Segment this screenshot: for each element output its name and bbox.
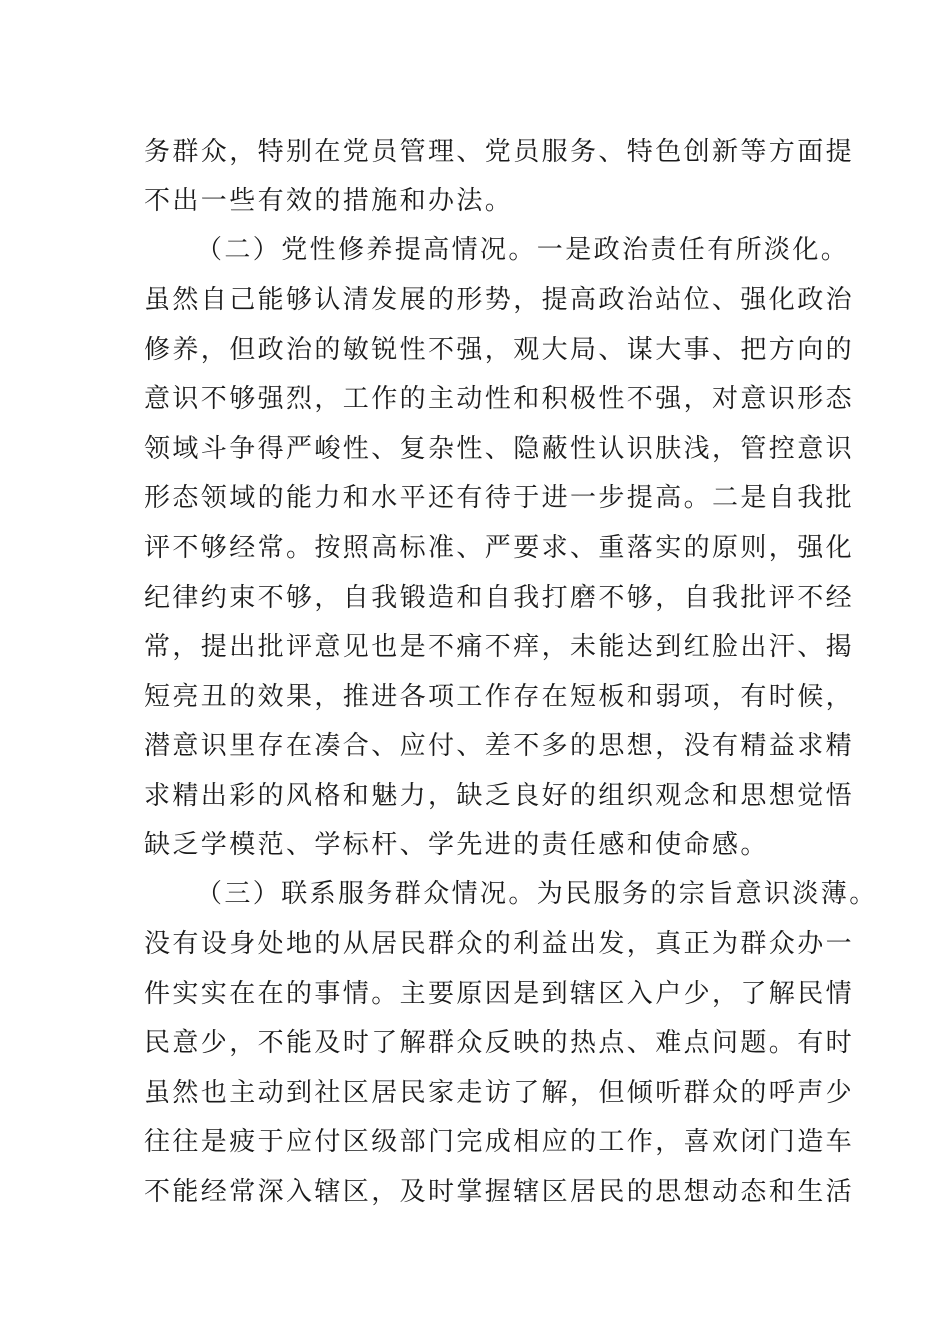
text-line: 缺乏学模范、学标杆、学先进的责任感和使命感。 [144,830,769,860]
section-heading-line: （二）党性修养提高情况。一是政治责任有所淡化。 [196,235,850,265]
text-line: 常，提出批评意见也是不痛不痒，未能达到红脸出汗、揭 [144,632,855,662]
text-line: 务群众，特别在党员管理、党员服务、特色创新等方面提 [144,137,855,167]
text-line: 修养，但政治的敏锐性不强，观大局、谋大事、把方向的 [144,335,855,365]
text-line: 没有设身处地的从居民群众的利益出发，真正为群众办一 [144,929,855,959]
text-line: 评不够经常。按照高标准、严要求、重落实的原则，强化 [144,533,855,563]
text-line: 不能经常深入辖区，及时掌握辖区居民的思想动态和生活 [144,1177,855,1207]
text-line: 往往是疲于应付区级部门完成相应的工作，喜欢闭门造车 [144,1127,855,1157]
text-line: 不出一些有效的措施和办法。 [144,186,514,216]
text-line: 意识不够强烈，工作的主动性和积极性不强，对意识形态 [144,384,855,414]
text-line: 民意少，不能及时了解群众反映的热点、难点问题。有时 [144,1028,855,1058]
text-line: 纪律约束不够，自我锻造和自我打磨不够，自我批评不经 [144,583,855,613]
text-line: 虽然也主动到社区居民家走访了解，但倾听群众的呼声少 [144,1078,855,1108]
text-line: 虽然自己能够认清发展的形势，提高政治站位、强化政治 [144,285,855,315]
text-line: 短亮丑的效果，推进各项工作存在短板和弱项，有时候， [144,682,855,712]
text-line: 形态领域的能力和水平还有待于进一步提高。二是自我批 [144,483,855,513]
section-heading-line: （三）联系服务群众情况。为民服务的宗旨意识淡薄。 [196,879,878,909]
text-line: 件实实在在的事情。主要原因是到辖区入户少，了解民情 [144,979,855,1009]
text-line: 求精出彩的风格和魅力，缺乏良好的组织观念和思想觉悟 [144,781,855,811]
text-line: 领域斗争得严峻性、复杂性、隐蔽性认识肤浅，管控意识 [144,434,855,464]
text-line: 潜意识里存在凑合、应付、差不多的思想，没有精益求精 [144,731,855,761]
